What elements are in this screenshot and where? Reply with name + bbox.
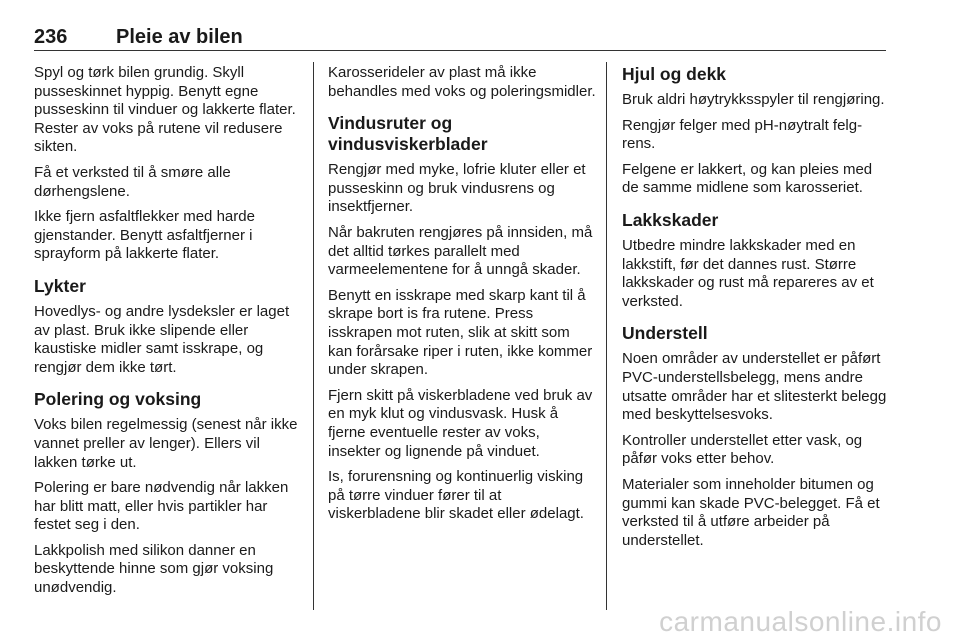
paragraph: Rengjør med myke, lofrie kluter eller et pusseskinn og bruk vindusrens og insektfjerner. bbox=[328, 161, 586, 216]
paragraph: Få et verksted til å smøre alle dørhengslene. bbox=[34, 163, 231, 200]
paragraph: Fjern skitt på viskerbladene ved bruk av en myk klut og vindusvask. Husk å fjerne eventuelle rester av voks, insekter og lignende på vinduet. bbox=[328, 386, 593, 460]
header-rule bbox=[34, 50, 886, 51]
paragraph: Voks bilen regelmessig (senest når ikke vannet preller av lenger). Ellers vil lakken tørke ut. bbox=[34, 416, 298, 471]
column-divider bbox=[313, 62, 314, 610]
paragraph: Rengjør felger med pH-nøytralt felgrens. bbox=[622, 116, 863, 153]
column-divider bbox=[606, 62, 607, 610]
paragraph: Hovedlys- og andre lysdeksler er laget av plast. Bruk ikke slipende eller kaustiske midler samt isskrape, og rengjør dem ikke tørt. bbox=[34, 302, 290, 376]
paragraph: Ikke fjern asfaltflekker med harde gjenstander. Benytt asfaltfjerner i sprayform på lakkerte flater. bbox=[34, 208, 255, 263]
heading-vindusruter: Vindusruter og vindusviskerblader bbox=[328, 113, 488, 155]
heading-understell: Understell bbox=[622, 323, 708, 344]
paragraph: Utbedre mindre lakkskader med en lakkstift, før det dannes rust. Større lakkskader og rust må repareres av et verksted. bbox=[622, 236, 874, 310]
paragraph: Når bakruten rengjøres på innsiden, må det alltid tørkes parallelt med varmeelementene for å unngå skader. bbox=[328, 223, 593, 279]
paragraph: Lakkpolish med silikon danner en beskyttende hinne som gjør voksing unødvendig. bbox=[34, 541, 274, 597]
paragraph: Polering er bare nødvendig når lakken har blitt matt, eller hvis partikler har festet seg i den. bbox=[34, 479, 289, 534]
heading-polering: Polering og voksing bbox=[34, 389, 202, 410]
heading-lykter: Lykter bbox=[34, 275, 86, 296]
paragraph: Karosserideler av plast må ikke behandles med voks og poleringsmidler. bbox=[328, 64, 596, 100]
page-header bbox=[34, 26, 886, 50]
column-2 bbox=[328, 64, 596, 531]
paragraph: Noen områder av understellet er påført PVC-understellsbelegg, mens andre utsatte områder har et slitesterkt belegg med beskyttelsesvoks. bbox=[622, 350, 887, 424]
paragraph: Kontroller understellet etter vask, og påfør voks etter behov. bbox=[622, 431, 863, 468]
paragraph: Bruk aldri høytrykksspyler til rengjøring. bbox=[622, 91, 885, 108]
column-1 bbox=[34, 64, 306, 605]
paragraph: Felgene er lakkert, og kan pleies med de samme midlene som karosseriet. bbox=[622, 160, 873, 197]
heading-lakkskader: Lakkskader bbox=[622, 209, 719, 230]
heading-hjul: Hjul og dekk bbox=[622, 64, 727, 84]
section-title: Pleie av bilen bbox=[116, 26, 243, 48]
page-number: 236 bbox=[34, 26, 68, 48]
paragraph: Spyl og tørk bilen grundig. Skyll pusseskinnet hyppig. Benytt egne pusseskinn til vinduer og lakkerte flater. Rester av voks på rutene vil redusere sikten. bbox=[34, 64, 296, 156]
paragraph: Is, forurensning og kontinuerlig visking på tørre vinduer fører til at viskerbladene blir skadet eller ødelagt. bbox=[328, 468, 584, 523]
paragraph: Materialer som inneholder bitumen og gummi kan skade PVC-belegget. Få et verksted til å utføre arbeider på understellet. bbox=[622, 475, 880, 549]
watermark: carmanualsonline.info bbox=[659, 606, 942, 637]
paragraph: Benytt en isskrape med skarp kant til å skrape bort is fra rutene. Press isskrapen mot ruten, slik at skitt som kan forårsake riper i ruten, ikke kommer under skrapen. bbox=[328, 286, 593, 379]
column-3 bbox=[622, 64, 890, 557]
